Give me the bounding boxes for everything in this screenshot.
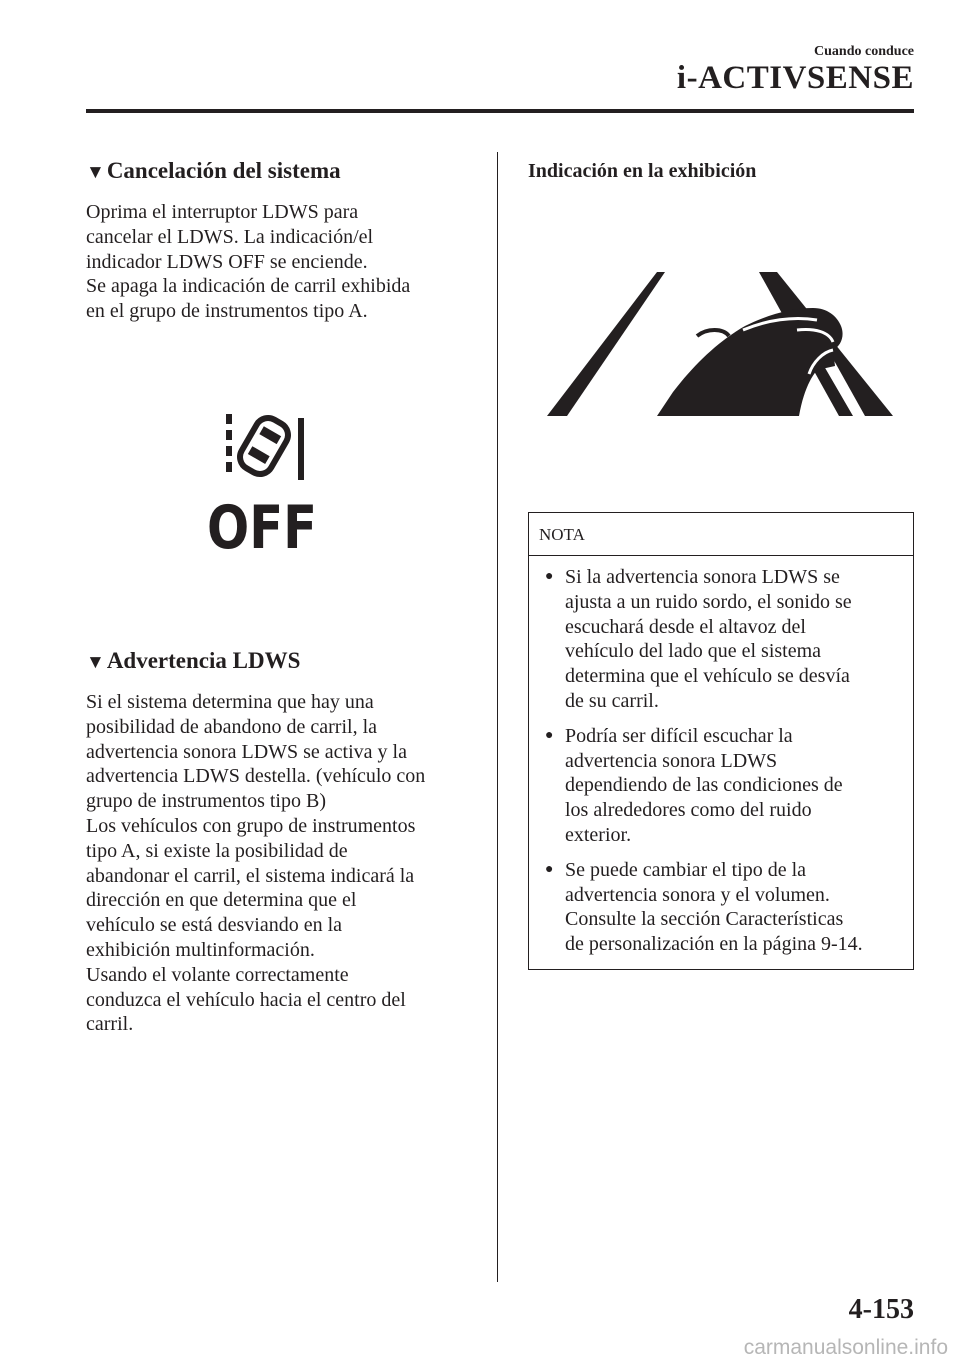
section-heading-cancel: [86, 156, 478, 188]
note-line: de personalización en la página 9-14.: [565, 933, 863, 956]
paragraph-line: posibilidad de abandono de carril, la: [86, 715, 378, 738]
off-label: OFF: [207, 492, 317, 563]
note-line: Se puede cambiar el tipo de la: [565, 858, 807, 881]
chapter-kicker: Cuando conduce: [814, 44, 914, 59]
note-line: ajusta a un ruido sordo, el sonido se: [565, 590, 852, 613]
note-line: dependiendo de las condiciones de: [565, 774, 843, 797]
paragraph-line: Se apaga la indicación de carril exhibida: [86, 275, 411, 298]
section-heading-text: Cancelación del sistema: [106, 158, 341, 183]
note-line: advertencia sonora LDWS: [565, 749, 778, 772]
paragraph-line: vehículo se está desviando en la: [86, 914, 343, 937]
note-line: exterior.: [565, 823, 632, 846]
triangle-marker-icon: ▼: [86, 651, 105, 673]
paragraph-line: grupo de instrumentos tipo B): [86, 790, 326, 813]
note-item: [539, 724, 903, 848]
note-box: [528, 512, 914, 970]
paragraph-line: cancelar el LDWS. La indicación/el: [86, 225, 374, 248]
paragraph-line: carril.: [86, 1013, 134, 1036]
paragraph-line: advertencia LDWS destella. (vehículo con: [86, 765, 426, 788]
note-line: escuchará desde el altavoz del: [565, 615, 806, 638]
warning-paragraph: [86, 690, 478, 1037]
cancel-paragraph: [86, 200, 478, 324]
left-column: [86, 156, 478, 1037]
note-line: determina que el vehículo se desvía: [565, 665, 850, 688]
note-line: Podría ser difícil escuchar la: [565, 724, 793, 747]
paragraph-line: Si el sistema determina que hay una: [86, 690, 374, 713]
column-divider: [497, 152, 498, 1282]
watermark-link[interactable]: carmanualsonline.info: [743, 1336, 948, 1359]
lane-departure-off-icon: [206, 412, 318, 563]
note-body: [529, 556, 913, 969]
note-line: de su carril.: [565, 689, 659, 712]
paragraph-line: tipo A, si existe la posibilidad de: [86, 839, 348, 862]
paragraph-line: Usando el volante correctamente: [86, 963, 349, 986]
bullet-icon: ●: [545, 727, 554, 743]
display-heading: Indicación en la exhibición: [528, 160, 757, 182]
note-line: los alrededores como del ruido: [565, 799, 812, 822]
paragraph-line: Oprima el interruptor LDWS para: [86, 201, 359, 223]
chapter-title: i-ACTIVSENSE: [676, 60, 914, 96]
section-heading-text: Advertencia LDWS: [106, 647, 301, 673]
note-line: Si la advertencia sonora LDWS se: [565, 566, 840, 588]
bullet-icon: ●: [545, 569, 554, 584]
bullet-icon: ●: [545, 861, 554, 877]
triangle-marker-icon: ▼: [86, 162, 105, 183]
paragraph-line: exhibición multinformación.: [86, 938, 315, 961]
section-heading-warning: [86, 646, 478, 678]
paragraph-line: en el grupo de instrumentos tipo A.: [86, 300, 368, 323]
section-cancel: [86, 156, 478, 563]
note-line: vehículo del lado que el sistema: [565, 640, 822, 663]
note-item: [539, 858, 903, 957]
header-rule: [86, 109, 914, 113]
paragraph-line: dirección en que determina que el: [86, 889, 357, 912]
page-number: 4-153: [848, 1294, 914, 1325]
note-item: [539, 565, 903, 714]
lane-departure-display-icon: [547, 270, 893, 418]
note-line: Consulte la sección Características: [565, 908, 844, 931]
paragraph-line: conduzca el vehículo hacia el centro del: [86, 988, 406, 1011]
paragraph-line: advertencia sonora LDWS se activa y la: [86, 740, 407, 763]
note-title: NOTA: [529, 513, 913, 556]
paragraph-line: abandonar el carril, el sistema indicará la: [86, 864, 415, 887]
right-column: [528, 156, 914, 970]
section-warning: [86, 646, 478, 1037]
note-line: advertencia sonora y el volumen.: [565, 883, 830, 906]
paragraph-line: indicador LDWS OFF se enciende.: [86, 250, 368, 273]
paragraph-line: Los vehículos con grupo de instrumentos: [86, 814, 416, 837]
